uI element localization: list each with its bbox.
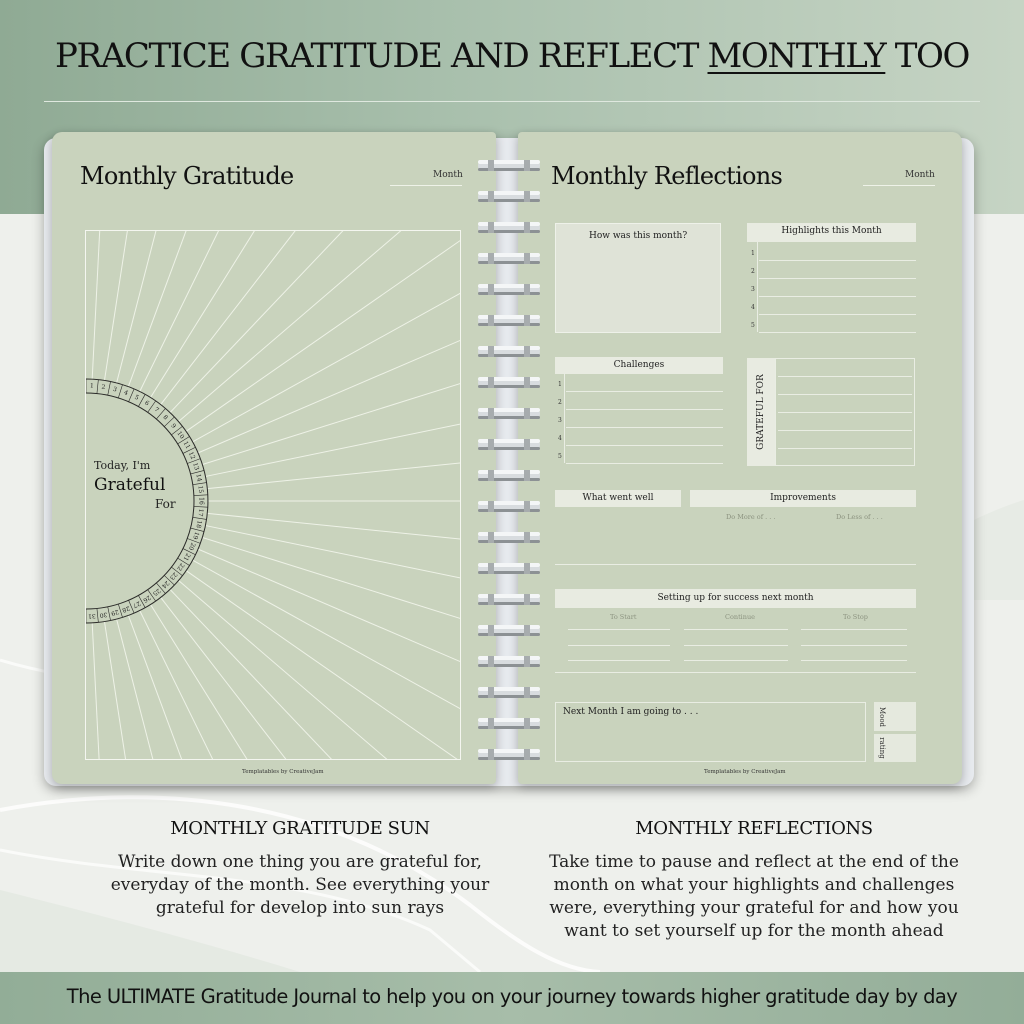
grateful-for-line[interactable] xyxy=(778,412,912,413)
rating-label: rating xyxy=(878,737,886,759)
challenge-line[interactable] xyxy=(566,391,723,392)
sun-ray[interactable] xyxy=(140,611,395,760)
sun-day-number: 21 xyxy=(181,551,192,562)
month-line xyxy=(863,185,935,186)
banner-text: The ULTIMATE Gratitude Journal to help you on your journey towards higher gratitude day by day xyxy=(66,985,958,1008)
section-title-reflections: MONTHLY REFLECTIONS xyxy=(635,818,873,839)
spiral-binding-coil-icon xyxy=(474,651,544,671)
highlight-line[interactable] xyxy=(759,332,916,333)
sun-day-number: 4 xyxy=(122,389,129,398)
sun-day-number: 9 xyxy=(169,422,178,430)
spiral-binding-coil-icon xyxy=(474,682,544,702)
highlights-header: Highlights this Month xyxy=(747,223,916,242)
sun-ray[interactable] xyxy=(186,231,461,431)
sun-day-number: 29 xyxy=(110,607,120,617)
sun-day-number: 3 xyxy=(112,385,118,394)
spiral-binding-coil-icon xyxy=(474,403,544,423)
to-stop-line xyxy=(801,645,907,646)
sun-day-number: 26 xyxy=(141,593,152,604)
sun-ray[interactable] xyxy=(202,538,461,711)
sun-day-number: 11 xyxy=(181,440,192,451)
spiral-binding-coil-icon xyxy=(474,744,544,764)
challenge-line[interactable] xyxy=(566,445,723,446)
sun-ray[interactable] xyxy=(206,360,461,476)
highlight-line[interactable] xyxy=(759,260,916,261)
do-more-label: Do More of . . . xyxy=(726,513,776,521)
sun-day-number: 8 xyxy=(161,413,170,422)
sun-day-number: 31 xyxy=(87,612,96,620)
sun-day-number: 10 xyxy=(175,430,186,441)
sun-ray[interactable] xyxy=(207,513,461,571)
sun-text-line1: Today, I'm xyxy=(94,459,151,472)
sun-ray[interactable] xyxy=(186,571,461,760)
section-desc-reflections: Take time to pause and reflect at the end of the month on what your highlights and challenges were, everything your grateful for and how you want to set yourself up for the month ahead xyxy=(549,852,959,941)
spiral-binding-coil-icon xyxy=(474,186,544,206)
highlight-number: 5 xyxy=(751,322,755,329)
section-divider xyxy=(555,672,916,673)
bottom-banner xyxy=(0,972,1024,1024)
monthly-gratitude-page xyxy=(52,132,496,784)
to-start-line xyxy=(568,660,670,661)
sun-dial-tick xyxy=(194,495,208,496)
sun-ray[interactable] xyxy=(170,589,461,760)
sun-day-number: 19 xyxy=(191,530,201,541)
monthly-reflections-page xyxy=(518,132,962,784)
month-label: Month xyxy=(905,170,935,180)
sun-dial-tick xyxy=(193,483,207,485)
sun-ray[interactable] xyxy=(92,231,121,379)
highlight-number: 3 xyxy=(751,286,755,293)
challenge-number: 2 xyxy=(558,399,562,406)
grateful-for-label: GRATEFUL FOR xyxy=(756,374,766,450)
next-month-label: Next Month I am going to . . . xyxy=(563,707,699,717)
spiral-binding-coil-icon xyxy=(474,589,544,609)
sun-day-number: 25 xyxy=(151,586,162,598)
sun-ray[interactable] xyxy=(170,231,461,413)
spiral-binding-coil-icon xyxy=(474,434,544,454)
to-start-label: To Start xyxy=(610,613,637,621)
month-label: Month xyxy=(433,170,463,180)
sun-dial-ring xyxy=(86,379,208,623)
sun-ray[interactable] xyxy=(202,291,461,464)
sun-day-number: 23 xyxy=(168,570,179,582)
sun-ray[interactable] xyxy=(92,623,121,760)
sun-ray[interactable] xyxy=(198,549,461,760)
challenge-number: 5 xyxy=(558,453,562,460)
spiral-binding-coil-icon xyxy=(474,496,544,516)
how-was-month-label: How was this month? xyxy=(589,231,688,241)
spiral-binding-coil-icon xyxy=(474,465,544,485)
sun-ray[interactable] xyxy=(207,430,461,488)
challenge-line[interactable] xyxy=(566,409,723,410)
sun-ray[interactable] xyxy=(161,597,461,760)
improvements-header: Improvements xyxy=(690,490,916,507)
to-stop-label: To Stop xyxy=(843,613,868,621)
spiral-binding-coil-icon xyxy=(474,341,544,361)
grateful-for-line[interactable] xyxy=(778,376,912,377)
headline-emphasis: MONTHLY xyxy=(707,36,886,76)
page-title: Monthly Gratitude xyxy=(80,162,294,190)
sun-day-number: 28 xyxy=(121,604,131,614)
section-desc-gratitude-sun: Write down one thing you are grateful for, everyday of the month. See everything your grateful for develop into sun rays xyxy=(110,852,490,918)
spiral-binding-coil-icon xyxy=(474,217,544,237)
setting-up-header: Setting up for success next month xyxy=(555,589,916,608)
page-footer: Templatables by CreativeJam xyxy=(704,769,786,775)
challenge-line[interactable] xyxy=(566,427,723,428)
sun-ray[interactable] xyxy=(193,231,461,442)
sun-day-number: 6 xyxy=(143,399,151,408)
sun-ray[interactable] xyxy=(104,231,192,380)
continue-label: Continue xyxy=(725,613,755,621)
spiral-binding-coil-icon xyxy=(474,713,544,733)
grateful-for-line[interactable] xyxy=(778,394,912,395)
continue-line xyxy=(684,660,788,661)
sun-day-number: 13 xyxy=(191,461,201,472)
sun-dial-tick xyxy=(193,517,207,519)
mood-label: Mood xyxy=(878,706,886,728)
spiral-binding-coil-icon xyxy=(474,558,544,578)
header-divider xyxy=(44,101,980,102)
spiral-binding-coil-icon xyxy=(474,279,544,299)
spiral-binding-coil-icon xyxy=(474,372,544,392)
sun-day-number: 15 xyxy=(196,485,205,494)
page-footer: Templatables by CreativeJam xyxy=(242,769,324,775)
sun-day-number: 7 xyxy=(152,406,161,415)
sun-day-number: 1 xyxy=(89,382,94,390)
sun-dial-tick xyxy=(118,385,122,398)
sun-day-number: 5 xyxy=(133,393,140,402)
highlight-line[interactable] xyxy=(759,296,916,297)
do-less-label: Do Less of . . . xyxy=(836,513,883,521)
challenge-margin-line xyxy=(564,373,565,463)
highlight-line[interactable] xyxy=(759,278,916,279)
spiral-binding-coil-icon xyxy=(474,248,544,268)
sun-dial-tick xyxy=(97,380,98,394)
grateful-for-line[interactable] xyxy=(778,448,912,449)
sun-day-number: 24 xyxy=(160,579,171,590)
sun-day-number: 20 xyxy=(186,541,197,552)
sun-ray[interactable] xyxy=(193,560,461,760)
sun-ray[interactable] xyxy=(128,615,329,760)
sun-ray[interactable] xyxy=(151,605,457,760)
sun-day-number: 2 xyxy=(100,383,106,392)
sun-ray[interactable] xyxy=(128,231,329,387)
spiral-binding-coil-icon xyxy=(474,620,544,640)
sun-day-number: 14 xyxy=(194,473,203,483)
grateful-for-line[interactable] xyxy=(778,430,912,431)
challenge-number: 4 xyxy=(558,435,562,442)
month-line xyxy=(390,185,462,186)
challenge-number: 3 xyxy=(558,417,562,424)
sun-text-line2: Grateful xyxy=(94,475,166,495)
spiral-binding-coil-icon xyxy=(474,310,544,330)
sun-dial-tick xyxy=(97,608,98,622)
to-stop-line xyxy=(801,629,907,630)
sun-ray[interactable] xyxy=(117,619,262,760)
challenges-header: Challenges xyxy=(555,357,723,374)
sun-day-number: 16 xyxy=(197,497,205,505)
spiral-binding-coil-icon xyxy=(474,155,544,175)
to-start-line xyxy=(568,629,670,630)
sun-day-number: 27 xyxy=(131,599,142,610)
continue-line xyxy=(684,629,788,630)
challenge-number: 1 xyxy=(558,381,562,388)
highlight-number: 4 xyxy=(751,304,755,311)
highlight-number: 1 xyxy=(751,250,755,257)
sun-dial-tick xyxy=(108,381,111,395)
highlight-margin-line xyxy=(757,242,758,332)
what-went-well-header: What went well xyxy=(555,490,681,507)
sun-day-number: 22 xyxy=(175,561,186,572)
gratitude-sun-rays xyxy=(86,231,461,760)
page-headline: PRACTICE GRATITUDE AND REFLECT MONTHLY TOO xyxy=(55,36,969,76)
section-divider xyxy=(555,564,916,565)
sun-day-number: 12 xyxy=(186,450,197,461)
section-title-gratitude-sun: MONTHLY GRATITUDE SUN xyxy=(170,818,430,839)
gratitude-sun-frame xyxy=(85,230,461,760)
spiral-binding-coil-icon xyxy=(474,527,544,547)
to-stop-line xyxy=(801,660,907,661)
sun-day-number: 18 xyxy=(194,519,203,529)
sun-ray[interactable] xyxy=(206,526,461,642)
sun-day-number: 17 xyxy=(196,508,205,517)
highlight-number: 2 xyxy=(751,268,755,275)
continue-line xyxy=(684,645,788,646)
challenge-line[interactable] xyxy=(566,463,723,464)
highlight-line[interactable] xyxy=(759,314,916,315)
sun-text-line3: For xyxy=(155,497,176,511)
sun-day-number: 30 xyxy=(99,610,108,619)
sun-dial-tick xyxy=(194,506,208,507)
to-start-line xyxy=(568,645,670,646)
page-title: Monthly Reflections xyxy=(551,162,783,190)
